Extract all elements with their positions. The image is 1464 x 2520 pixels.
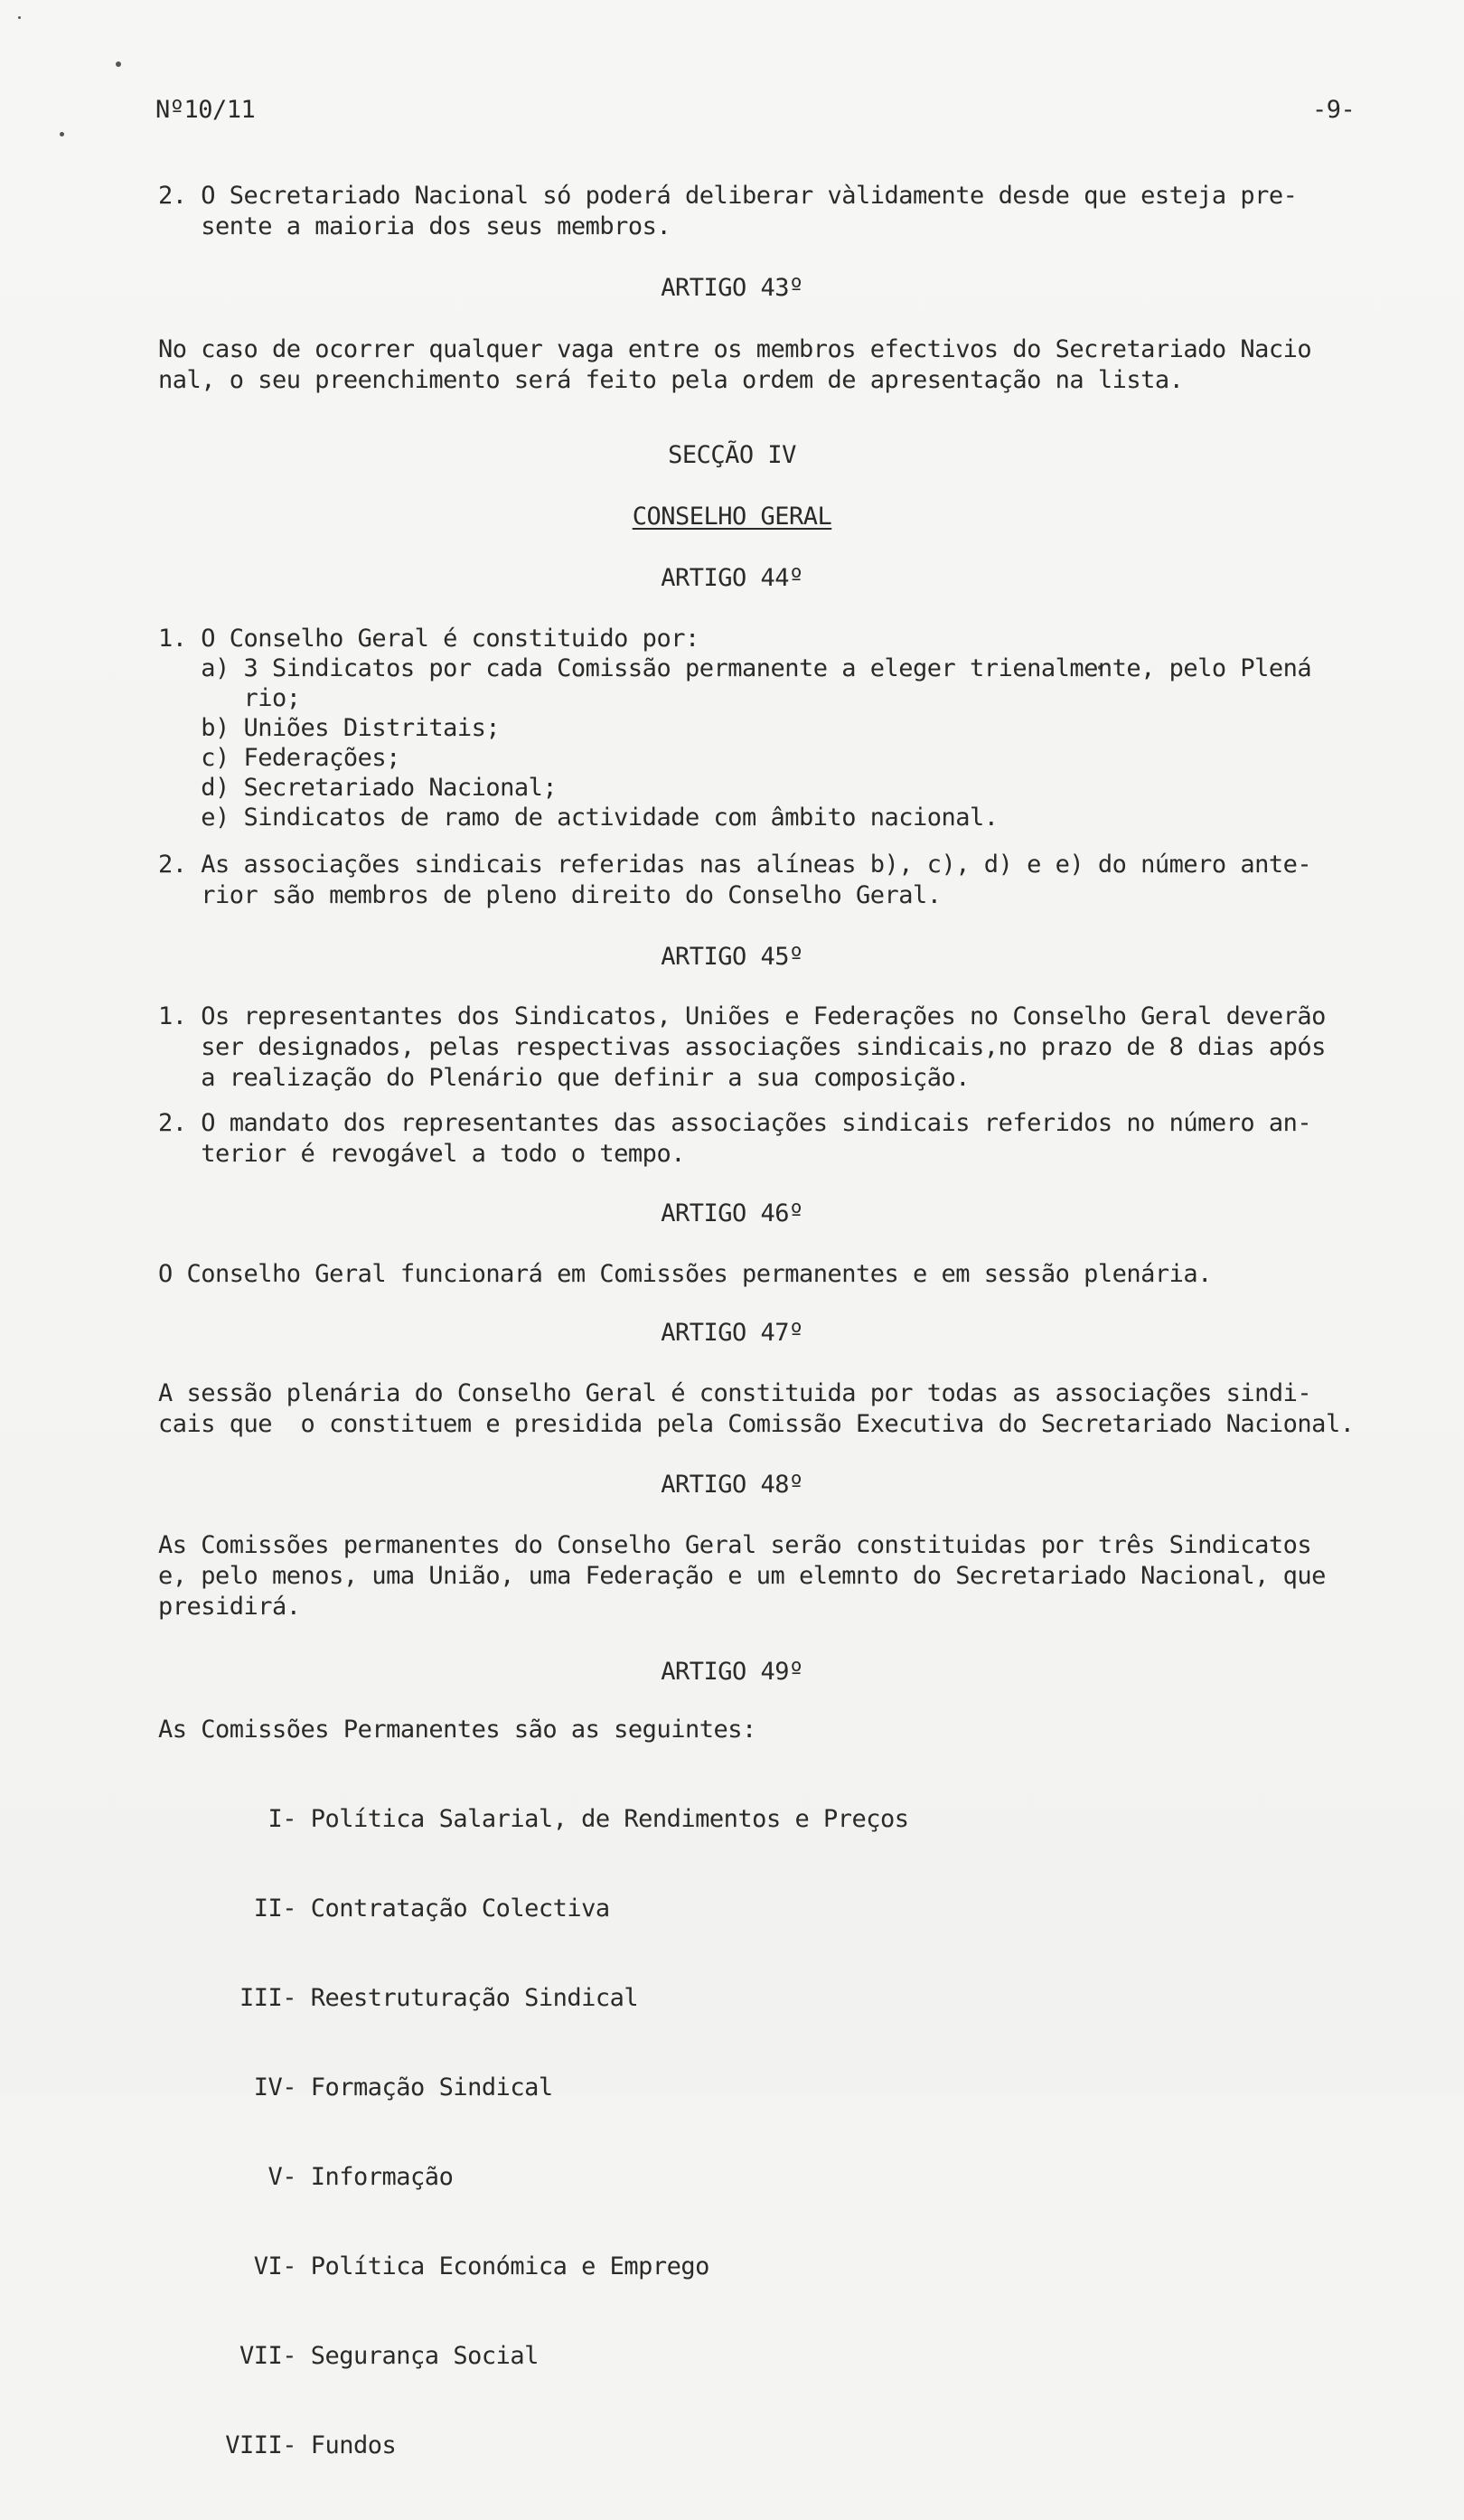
commissions-list	[154, 1744, 909, 2520]
art44-item-e: e) Sindicatos de ramo de actividade com âmbito nacional.	[158, 804, 999, 832]
list-item	[154, 2252, 909, 2281]
list-item	[154, 2073, 909, 2102]
list-item	[154, 1804, 909, 1834]
art43-heading: ARTIGO 43º	[661, 274, 803, 302]
art44-item-d: d) Secretariado Nacional;	[158, 774, 558, 802]
art49-heading: ARTIGO 49º	[661, 1658, 803, 1686]
art45-heading: ARTIGO 45º	[661, 943, 803, 971]
list-item	[154, 1894, 909, 1923]
list-item-label: Formação Sindical	[310, 2073, 553, 2102]
art43-line1: No caso de ocorrer qualquer vaga entre os membros efectivos do Secretariado Nacio	[158, 335, 1312, 363]
art44-item-c: c) Federações;	[158, 744, 400, 772]
list-item-number: IV-	[253, 2073, 296, 2102]
art44-item2-line1: 2. As associações sindicais referidas nas alíneas b), c), d) e e) do número ante-	[158, 851, 1312, 879]
paper-speck	[18, 16, 21, 19]
art44-item-a-line1: a) 3 Sindicatos por cada Comissão permanente a eleger trienalmente, pelo Plená	[158, 654, 1312, 682]
list-item-label: Fundos	[310, 2431, 397, 2459]
art47-heading: ARTIGO 47º	[661, 1319, 803, 1347]
section-subheading: CONSELHO GERAL	[632, 503, 832, 531]
list-item	[154, 1983, 909, 2013]
art48-line2: e, pelo menos, uma União, uma Federação e um elemnto do Secretariado Nacional, que	[158, 1562, 1326, 1590]
list-item-number: VIII-	[225, 2431, 296, 2459]
list-item-label: Política Económica e Emprego	[310, 2252, 709, 2280]
list-item-number: III-	[239, 1984, 296, 2012]
art45-item2-line2: terior é revogável a todo o tempo.	[158, 1140, 685, 1168]
section-heading: SECÇÃO IV	[668, 441, 796, 469]
list-item	[154, 2162, 909, 2192]
art45-item1-line3: a realização do Plenário que definir a sua composição.	[158, 1064, 971, 1092]
list-item-label: Política Salarial, de Rendimentos e Preços	[310, 1805, 909, 1833]
list-item	[154, 2341, 909, 2371]
art45-item1-line1: 1. Os representantes dos Sindicatos, Uniões e Federações no Conselho Geral deverão	[158, 1002, 1326, 1030]
art49-intro: As Comissões Permanentes são as seguintes:	[158, 1716, 756, 1744]
art44-item1: 1. O Conselho Geral é constituido por:	[158, 625, 699, 653]
page-number: -9-	[1312, 96, 1356, 124]
list-item-number: VI-	[253, 2252, 296, 2280]
art48-line3: presidirá.	[158, 1593, 301, 1621]
art42-item2-line2: sente a maioria dos seus membros.	[158, 212, 671, 240]
art48-line1: As Comissões permanentes do Conselho Geral serão constituidas por três Sindicatos	[158, 1531, 1312, 1559]
art47-line2: cais que o constituem e presidida pela Comissão Executiva do Secretariado Nacional.	[158, 1410, 1355, 1438]
art43-line2: nal, o seu preenchimento será feito pela ordem de apresentação na lista.	[158, 366, 1184, 394]
art44-item-b: b) Uniões Distritais;	[158, 714, 501, 742]
paper-speck	[116, 61, 121, 67]
art45-item1-line2: ser designados, pelas respectivas associações sindicais,no prazo de 8 dias após	[158, 1033, 1326, 1061]
art42-item2-line1: 2. O Secretariado Nacional só poderá deliberar vàlidamente desde que esteja pre-	[158, 182, 1298, 210]
art47-line1: A sessão plenária do Conselho Geral é constituida por todas as associações sindi-	[158, 1379, 1312, 1407]
art44-heading: ARTIGO 44º	[661, 564, 803, 592]
list-item-label: Reestruturação Sindical	[310, 1984, 639, 2012]
list-item-number: V-	[267, 2163, 296, 2191]
document-number: Nº10/11	[155, 96, 256, 124]
list-item-label: Segurança Social	[310, 2342, 539, 2370]
list-item-number: I-	[267, 1805, 296, 1833]
art45-item2-line1: 2. O mandato dos representantes das associações sindicais referidos no número an-	[158, 1109, 1312, 1137]
art48-heading: ARTIGO 48º	[661, 1471, 803, 1499]
list-item-number: VII-	[239, 2342, 296, 2370]
art44-item-a-line2: rio;	[158, 684, 301, 712]
art44-item2-line2: rior são membros de pleno direito do Conselho Geral.	[158, 881, 942, 909]
list-item-number: II-	[253, 1895, 296, 1923]
art46-line1: O Conselho Geral funcionará em Comissões permanentes e em sessão plenária.	[158, 1260, 1212, 1288]
list-item-label: Informação	[310, 2163, 454, 2191]
list-item	[154, 2431, 909, 2460]
paper-speck	[60, 132, 64, 136]
art46-heading: ARTIGO 46º	[661, 1199, 803, 1227]
list-item-label: Contratação Colectiva	[310, 1895, 610, 1923]
